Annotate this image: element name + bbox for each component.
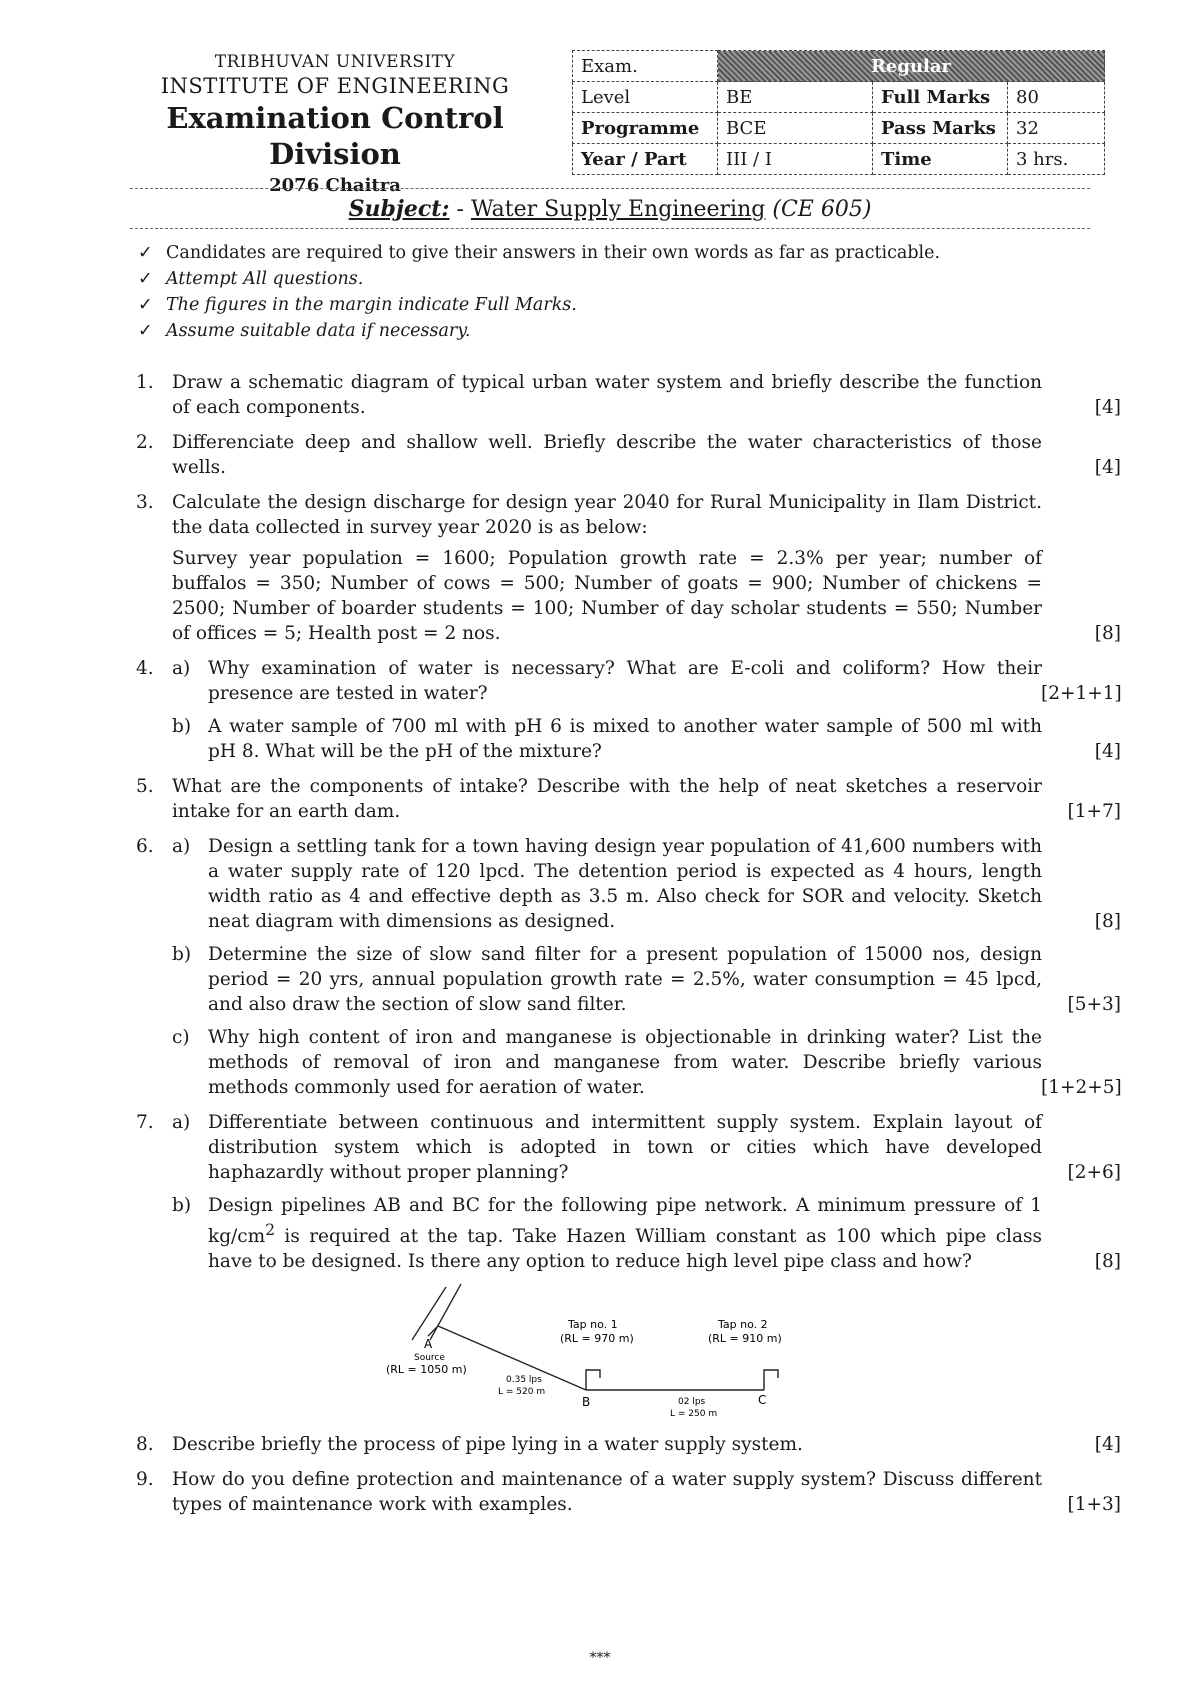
- subject-title: Water Supply Engineering: [470, 197, 766, 222]
- subquestion-text: A water sample of 700 ml with pH 6 is mixed to another water sample of 500 ml with pH 8. What will be the pH of the mixture?: [208, 716, 1042, 762]
- subquestion-text: Design a settling tank for a town having design year population of 41,600 numbers with a water supply rate of 120 lpcd. The detention period is expected as 4 hours, length width ratio as 4 and effective depth as 3.5 m. Also check for SOR and velocity. Sketch neat diagram with dimensions as designed.: [208, 836, 1042, 932]
- pipe-network-svg: [386, 1282, 856, 1422]
- question-marks: [4]: [1094, 457, 1121, 478]
- questions: [136, 370, 1121, 1527]
- exam-label: Exam.: [573, 51, 718, 82]
- question-9: [136, 1467, 1121, 1517]
- question-text: Draw a schematic diagram of typical urban water system and briefly describe the function of each components.: [172, 372, 1042, 418]
- subquestion-label: a): [172, 658, 191, 679]
- instruction-item: ✓ Candidates are required to give their answers in their own words as far as practicable.: [138, 240, 940, 266]
- subquestion-marks: [1+2+5]: [1041, 1077, 1122, 1098]
- question-text: What are the components of intake? Describe with the help of neat sketches a reservoir intake for an earth dam.: [172, 776, 1042, 822]
- university-name: TRIBHUVAN UNIVERSITY: [214, 52, 456, 72]
- question-number: 4.: [136, 658, 154, 679]
- question-4: [136, 656, 1121, 764]
- pipe-ab-length: L = 520 m: [498, 1387, 546, 1398]
- checkmark-icon: ✓: [138, 295, 153, 315]
- tap-1-label: Tap no. 1: [568, 1318, 618, 1332]
- source-label: Source: [414, 1353, 445, 1364]
- subquestion-marks: [5+3]: [1067, 994, 1121, 1015]
- question-6: [136, 834, 1121, 1100]
- year-part-label: Year / Part: [573, 144, 718, 175]
- instruction-item: ✓ The figures in the margin indicate Full Marks.: [138, 292, 940, 318]
- question-5: [136, 774, 1121, 824]
- programme-label: Programme: [573, 113, 718, 144]
- tap-1-icon: [586, 1370, 600, 1390]
- subquestion-marks: [2+6]: [1067, 1162, 1121, 1183]
- pass-marks-value: 32: [1008, 113, 1105, 144]
- node-c-label: C: [758, 1393, 767, 1408]
- source-hill-line: [412, 1287, 446, 1340]
- subquestion-marks: [8]: [1094, 911, 1121, 932]
- node-a-label: A: [424, 1337, 433, 1352]
- divider: [130, 228, 1090, 229]
- instruction-item: ✓ Attempt All questions.: [138, 266, 940, 292]
- subquestion-label: b): [172, 716, 192, 737]
- question-8: [136, 1432, 1121, 1457]
- end-marker: ***: [589, 1650, 611, 1666]
- pipe-ab-flow: 0.35 lps: [506, 1375, 542, 1386]
- subject-code: (CE 605): [772, 197, 872, 222]
- subquestion-text: Why examination of water is necessary? What are E-coli and coliform? How their presence are tested in water?: [208, 658, 1042, 704]
- level-value: BE: [718, 82, 873, 113]
- question-marks: [8]: [1094, 623, 1121, 644]
- question-number: 8.: [136, 1434, 154, 1456]
- subquestion-label: a): [172, 1112, 191, 1133]
- question-6b: [172, 942, 1121, 1017]
- time-value: 3 hrs.: [1008, 144, 1105, 175]
- subquestion-label: a): [172, 836, 191, 857]
- programme-value: BCE: [718, 113, 873, 144]
- checkmark-icon: ✓: [138, 243, 153, 263]
- checkmark-icon: ✓: [138, 269, 153, 289]
- pass-marks-label: Pass Marks: [873, 113, 1008, 144]
- full-marks-value: 80: [1008, 82, 1105, 113]
- subject-line: [130, 196, 1090, 222]
- question-7b: [172, 1193, 1121, 1274]
- pipe-network-diagram: [386, 1282, 856, 1422]
- question-6a: [172, 834, 1121, 934]
- question-marks: [1+7]: [1067, 801, 1121, 822]
- tap-1-rl: (RL = 970 m): [560, 1332, 634, 1346]
- subquestion-label: c): [172, 1027, 190, 1048]
- question-marks: [4]: [1094, 397, 1121, 418]
- time-label: Time: [873, 144, 1008, 175]
- exam-meta-table: [572, 50, 1105, 175]
- divider: [130, 188, 1090, 189]
- exam-type-value: Regular: [718, 51, 1105, 82]
- exam-session: 2076 Chaitra: [269, 175, 401, 196]
- question-marks: [1+3]: [1067, 1494, 1121, 1516]
- tap-2-label: Tap no. 2: [718, 1318, 768, 1332]
- subquestion-label: b): [172, 944, 192, 965]
- full-marks-label: Full Marks: [873, 82, 1008, 113]
- source-rl: (RL = 1050 m): [386, 1363, 467, 1377]
- question-1: [136, 370, 1121, 420]
- subject-dash: -: [456, 197, 464, 222]
- question-number: 7.: [136, 1112, 154, 1133]
- question-number: 6.: [136, 836, 154, 857]
- question-4a: [172, 656, 1121, 706]
- subquestion-marks: [2+1+1]: [1041, 683, 1122, 704]
- node-b-label: B: [582, 1395, 591, 1410]
- source-hill-line: [430, 1284, 461, 1340]
- question-2: [136, 430, 1121, 480]
- subquestion-text: Design pipelines AB and BC for the following pipe network. A minimum pressure of 1 $kg/cm^2$ is required at the tap. Take Hazen William constant as 100 which pipe class have to be designed. Is there any option to reduce high level pipe class and how?: [208, 1195, 1042, 1273]
- division-name: Examination Control Division: [166, 100, 504, 171]
- subquestion-marks: [8]: [1094, 1251, 1121, 1273]
- question-number: 3.: [136, 492, 154, 513]
- tap-2-icon: [764, 1370, 778, 1390]
- question-number: 2.: [136, 432, 154, 453]
- subquestion-label: b): [172, 1195, 192, 1216]
- subquestion-text: Differentiate between continuous and intermittent supply system. Explain layout of distribution system which is adopted in town or cities which have developed haphazardly without proper planning?: [208, 1112, 1042, 1183]
- institution-block: [120, 52, 550, 198]
- year-part-value: III / I: [718, 144, 873, 175]
- subquestion-marks: [4]: [1094, 741, 1121, 762]
- question-3: [136, 490, 1121, 646]
- question-marks: [4]: [1094, 1434, 1121, 1456]
- question-number: 5.: [136, 776, 154, 797]
- pipe-bc-flow: 02 lps: [678, 1397, 706, 1408]
- question-number: 1.: [136, 372, 154, 393]
- question-data: Survey year population = 1600; Population growth rate = 2.3% per year; number of buffalos = 350; Number of cows = 500; Number of goats = 900; Number of chickens = 2500; Number of boarder students = 100; Number of day scholar students = 550; Number of offices = 5; Health post = 2 nos.: [172, 548, 1042, 644]
- institute-name: INSTITUTE OF ENGINEERING: [160, 74, 510, 99]
- subject-label: Subject:: [348, 196, 450, 222]
- question-4b: [172, 714, 1121, 764]
- subquestion-text: Why high content of iron and manganese is objectionable in drinking water? List the methods of removal of iron and manganese from water. Describe briefly various methods commonly used for aeration of water.: [208, 1027, 1042, 1098]
- question-7a: [172, 1110, 1121, 1185]
- tap-2-rl: (RL = 910 m): [708, 1332, 782, 1346]
- subquestion-text: Determine the size of slow sand filter for a present population of 15000 nos, design period = 20 yrs, annual population growth rate = 2.5%, water consumption = 45 lpcd, and also draw the section of slow sand filter.: [208, 944, 1042, 1015]
- question-7: [136, 1110, 1121, 1422]
- pipe-bc-length: L = 250 m: [670, 1409, 718, 1420]
- question-text: Calculate the design discharge for design year 2040 for Rural Municipality in Ilam District. the data collected in survey year 2020 is as below:: [172, 492, 1042, 538]
- instructions: [138, 240, 940, 344]
- question-text: Describe briefly the process of pipe lying in a water supply system.: [172, 1434, 803, 1456]
- instruction-item: ✓ Assume suitable data if necessary.: [138, 318, 940, 344]
- question-text: Differenciate deep and shallow well. Briefly describe the water characteristics of those wells.: [172, 432, 1042, 478]
- checkmark-icon: ✓: [138, 321, 153, 341]
- question-number: 9.: [136, 1469, 154, 1491]
- level-label: Level: [573, 82, 718, 113]
- question-text: How do you define protection and maintenance of a water supply system? Discuss different types of maintenance work with examples.: [172, 1469, 1042, 1516]
- question-6c: [172, 1025, 1121, 1100]
